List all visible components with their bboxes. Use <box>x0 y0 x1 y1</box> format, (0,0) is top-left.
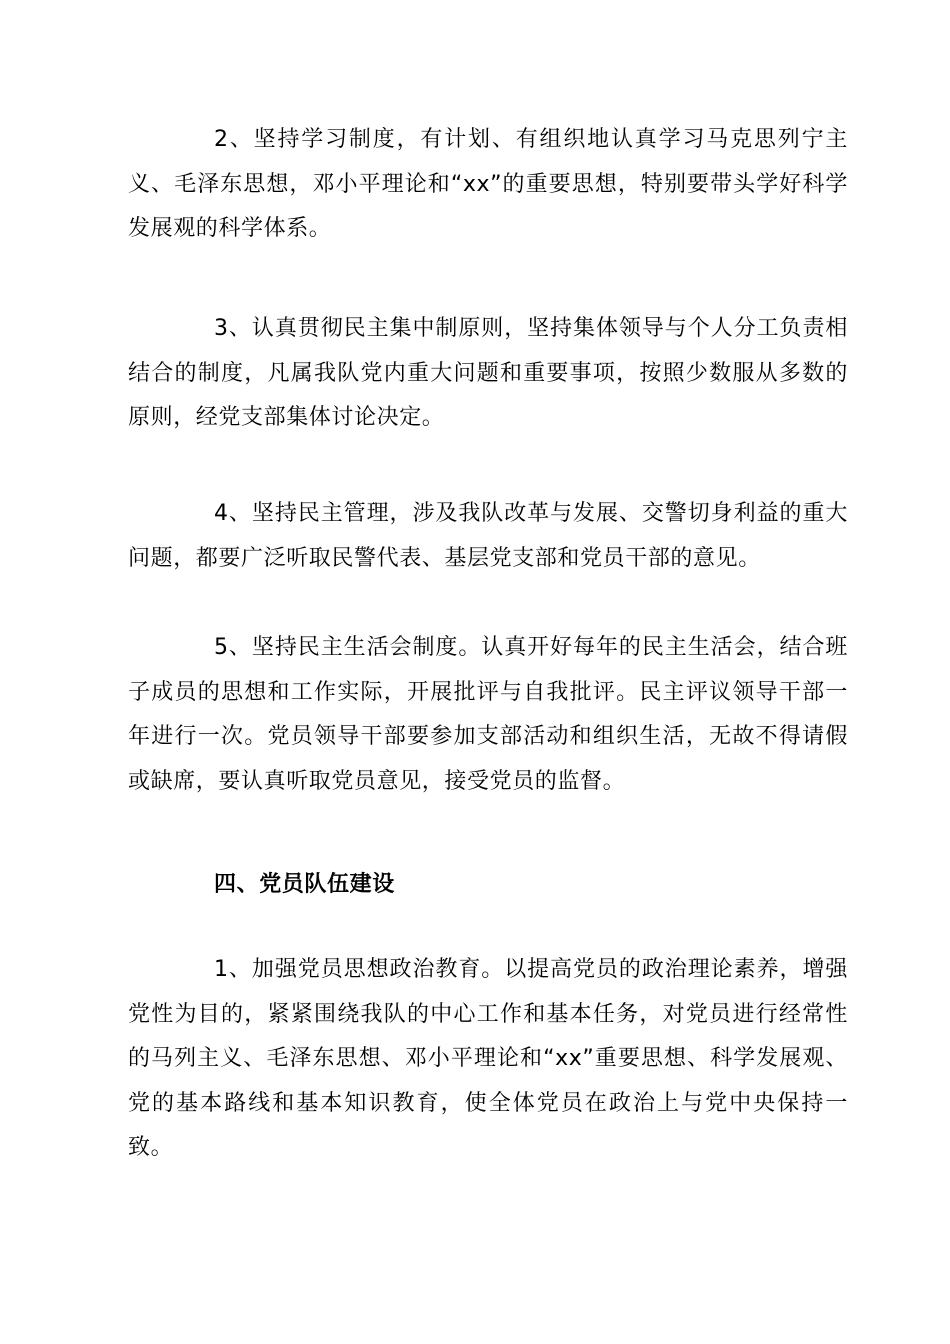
section-heading: 四、党员队伍建设 <box>214 872 395 897</box>
paragraph-item-5: 5、坚持民主生活会制度。认真开好每年的民主生活会，结合班子成员的思想和工作实际，开展批评与自我批评。民主评议领导干部一年进行一次。党员领导干部要参加支部活动和组织生活，无故不得请假或缺席，要认真听取党员意见，接受党员的监督。 <box>128 635 848 794</box>
paragraph-item-3: 3、认真贯彻民主集中制原则，坚持集体领导与个人分工负责相结合的制度，凡属我队党内重大问题和重要事项，按照少数服从多数的原则，经党支部集体讨论决定。 <box>128 316 848 430</box>
section-paragraph-1: 1、加强党员思想政治教育。以提高党员的政治理论素养，增强党性为目的，紧紧围绕我队的中心工作和基本任务，对党员进行经常性的马列主义、毛泽东思想、邓小平理论和“xx”重要思想、科学发展观、党的基本路线和基本知识教育，使全体党员在政治上与党中央保持一致。 <box>128 957 848 1160</box>
paragraph-item-4: 4、坚持民主管理，涉及我队改革与发展、交警切身利益的重大问题，都要广泛听取民警代表、基层党支部和党员干部的意见。 <box>128 501 848 571</box>
paragraph-item-2: 2、坚持学习制度，有计划、有组织地认真学习马克思列宁主义、毛泽东思想，邓小平理论和“xx”的重要思想，特别要带头学好科学发展观的科学体系。 <box>128 127 848 241</box>
